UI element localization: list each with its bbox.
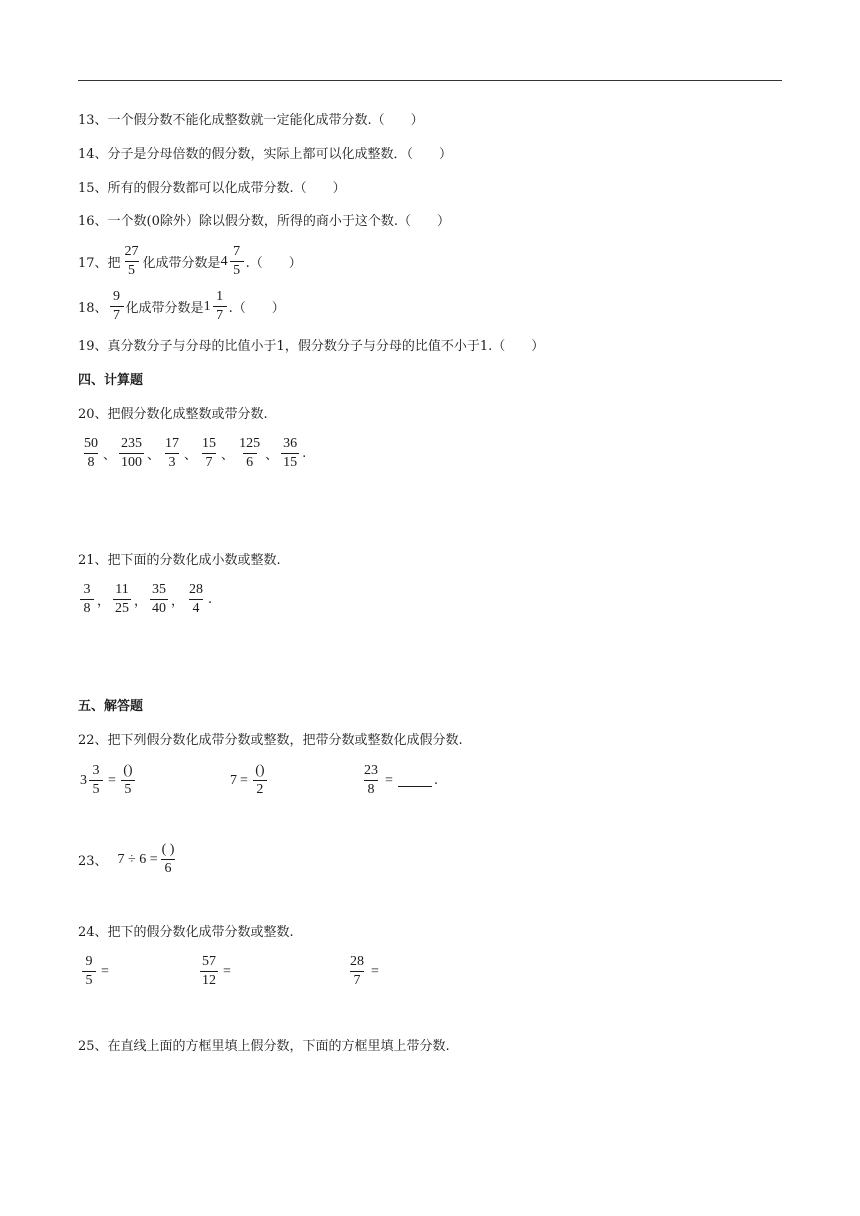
q22b-answer-fraction <box>253 763 267 798</box>
separator: 、 <box>184 448 198 463</box>
numerator: 9 <box>85 954 93 969</box>
denominator: 7 <box>350 971 364 989</box>
denominator: 7 <box>202 453 216 471</box>
q20-fraction-list <box>80 436 307 471</box>
denominator: 2 <box>253 780 267 798</box>
denominator: 8 <box>84 453 98 471</box>
q24-fraction-1 <box>82 954 96 989</box>
question-13: 13、一个假分数不能化成整数就一定能化成带分数.（ ） <box>78 113 424 128</box>
q18-prefix: 18、 <box>78 301 108 316</box>
q22a-fraction <box>89 763 103 798</box>
q18-suffix: .（ ） <box>228 301 285 316</box>
separator: 、 <box>221 448 235 463</box>
q20-fraction-5 <box>237 436 262 471</box>
numerator: 125 <box>239 436 261 451</box>
question-24: 24、把下的假分数化成带分数或整数. <box>78 925 294 940</box>
answer-blank-line[interactable] <box>398 774 432 787</box>
denominator: 100 <box>121 455 143 470</box>
equals-sign: = <box>371 963 379 979</box>
question-23 <box>78 842 178 877</box>
q24-item-2 <box>198 954 234 989</box>
q24-item-3 <box>346 954 382 989</box>
q17-prefix: 17、把 <box>78 256 121 271</box>
equals-sign: = <box>240 772 248 788</box>
numerator: 3 <box>83 582 91 597</box>
numerator: 23 <box>364 763 378 778</box>
q17-denominator: 5 <box>125 261 139 279</box>
numerator: 35 <box>152 582 167 597</box>
q20-fraction-4 <box>200 436 218 471</box>
section-5-heading: 五、解答题 <box>78 699 144 714</box>
question-16: 16、一个数(0除外）除以假分数，所得的商小于这个数.（ ） <box>78 214 451 229</box>
denominator: 40 <box>152 601 167 616</box>
denominator: 5 <box>89 780 103 798</box>
numerator: 15 <box>202 436 217 451</box>
q20-fraction-6 <box>281 436 299 471</box>
q20-fraction-2 <box>119 436 144 471</box>
separator: . <box>302 446 307 461</box>
q21-fraction-2 <box>113 582 131 617</box>
question-18 <box>78 289 285 324</box>
q22-expression-c <box>360 763 438 798</box>
denominator: 15 <box>283 455 298 470</box>
q17-mixed-fraction <box>230 244 244 279</box>
separator: ， <box>97 594 111 609</box>
answer-numerator-blank: () <box>123 763 133 778</box>
q18-mixed-denominator: 7 <box>213 306 227 324</box>
numerator: 57 <box>202 954 216 969</box>
numerator: 3 <box>92 763 100 778</box>
q23-answer-fraction <box>160 842 177 877</box>
q23-expression: 7 ÷ 6 = <box>117 851 158 867</box>
q17-numerator: 27 <box>124 244 139 259</box>
equals-sign: = <box>223 963 231 979</box>
numerator: 50 <box>84 436 98 451</box>
separator: 、 <box>103 448 117 463</box>
separator: . <box>208 592 213 607</box>
q20-fraction-3 <box>163 436 181 471</box>
denominator: 6 <box>243 453 257 471</box>
numerator: 36 <box>283 436 298 451</box>
q21-fraction-4 <box>187 582 205 617</box>
numerator: 17 <box>165 436 180 451</box>
q22c-fraction <box>362 763 380 798</box>
q22b-whole: 7 <box>230 772 237 788</box>
question-15: 15、所有的假分数都可以化成带分数.（ ） <box>78 181 346 196</box>
numerator: 11 <box>115 582 129 597</box>
q17-mixed-denominator: 5 <box>230 261 244 279</box>
q17-suffix: .（ ） <box>245 256 302 271</box>
denominator: 8 <box>80 599 94 617</box>
question-20: 20、把假分数化成整数或带分数. <box>78 407 268 422</box>
q22a-answer-fraction <box>121 763 135 798</box>
q23-prefix: 23、 <box>78 854 108 869</box>
question-19: 19、真分数分子与分母的比值小于1，假分数分子与分母的比值不小于1.（ ） <box>78 339 545 354</box>
q21-fraction-list <box>78 582 213 617</box>
question-14: 14、分子是分母倍数的假分数，实际上都可以化成整数．（ ） <box>78 147 453 162</box>
q18-mixed-numerator: 1 <box>216 289 224 304</box>
numerator: 28 <box>189 582 204 597</box>
q18-whole: 1 <box>203 298 211 314</box>
denominator: 4 <box>189 599 203 617</box>
denominator: 12 <box>202 973 216 988</box>
separator: ， <box>134 594 148 609</box>
separator: 、 <box>147 448 161 463</box>
header-rule <box>78 80 782 81</box>
q18-denominator: 7 <box>110 306 124 324</box>
section-4-heading: 四、计算题 <box>78 373 144 388</box>
period: . <box>433 773 439 788</box>
q24-fraction-2 <box>200 954 218 989</box>
question-17 <box>78 244 302 279</box>
q18-fraction <box>110 289 124 324</box>
q22a-whole: 3 <box>80 772 87 788</box>
equals-sign: = <box>385 772 393 788</box>
equals-sign: = <box>101 963 109 979</box>
question-25: 25、在直线上面的方框里填上假分数，下面的方框里填上带分数. <box>78 1039 450 1054</box>
q20-fraction-1 <box>82 436 100 471</box>
separator: 、 <box>265 448 279 463</box>
separator: ， <box>171 594 185 609</box>
equals-sign: = <box>108 772 116 788</box>
q22-expression-b <box>230 763 269 798</box>
q17-fraction <box>123 244 141 279</box>
q17-mixed-numerator: 7 <box>233 244 241 259</box>
q17-mid: 化成带分数是 <box>142 256 221 271</box>
answer-numerator-blank: ( ) <box>161 842 175 857</box>
q21-fraction-1 <box>80 582 94 617</box>
q18-mid: 化成带分数是 <box>125 301 204 316</box>
q17-whole: 4 <box>220 253 228 269</box>
denominator: 5 <box>82 971 96 989</box>
denominator: 25 <box>115 601 130 616</box>
q24-fraction-3 <box>348 954 366 989</box>
question-21: 21、把下面的分数化成小数或整数. <box>78 553 281 568</box>
q22-expression-a <box>80 763 137 798</box>
denominator: 5 <box>121 780 135 798</box>
denominator: 6 <box>161 859 175 877</box>
numerator: 235 <box>121 436 143 451</box>
question-22: 22、把下列假分数化成带分数或整数，把带分数或整数化成假分数. <box>78 733 463 748</box>
q18-numerator: 9 <box>113 289 121 304</box>
denominator: 8 <box>364 780 378 798</box>
q24-item-1 <box>80 954 112 989</box>
q21-fraction-3 <box>150 582 168 617</box>
denominator: 3 <box>165 453 179 471</box>
numerator: 28 <box>350 954 364 969</box>
answer-numerator-blank: () <box>255 763 265 778</box>
q18-mixed-fraction <box>213 289 227 324</box>
